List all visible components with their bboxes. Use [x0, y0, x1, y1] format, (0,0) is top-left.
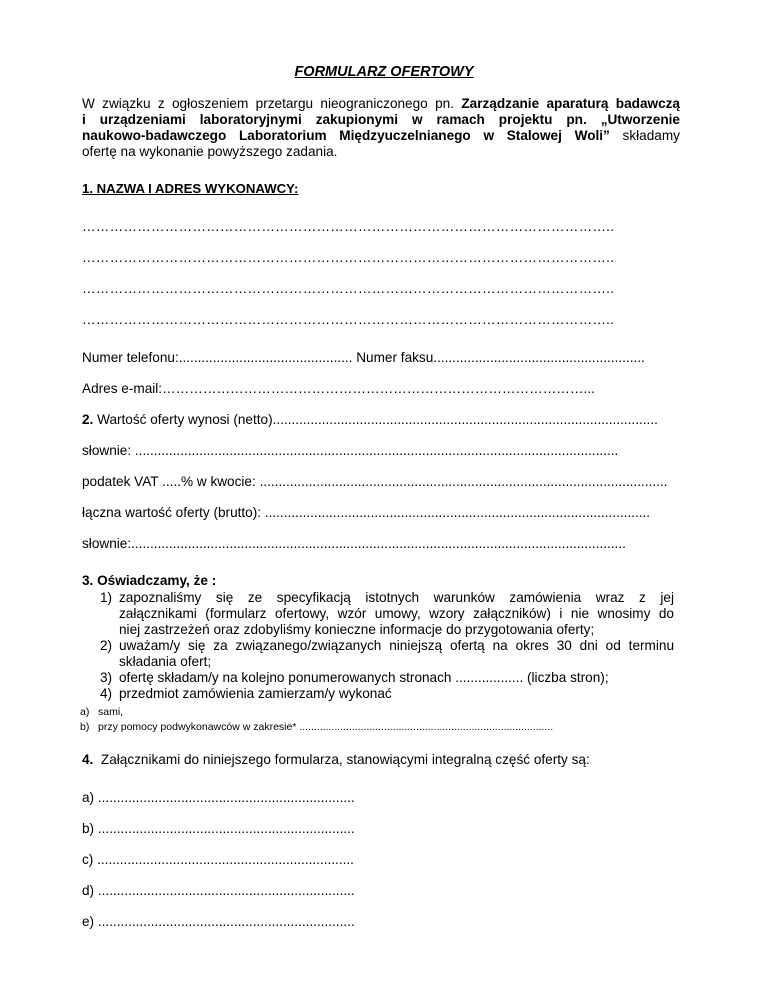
- gross-words-field[interactable]: ...................................................................................................................................: [131, 536, 626, 551]
- declaration-line: przedmiot zamówienia zamierzam/y wykonać: [119, 686, 392, 701]
- fax-label: Numer faksu: [356, 350, 434, 365]
- intro-project-name: naukowo-badawczego Laboratorium Międzyuczelnianego w Stalowej Woli”: [82, 128, 610, 143]
- net-value-row: [82, 412, 674, 427]
- attachment-letter: b): [82, 821, 98, 836]
- attachment-field[interactable]: ....................................................................: [97, 914, 355, 929]
- contractor-address-line[interactable]: ……………………………………………………………………………………………………..: [82, 312, 615, 327]
- attachment-letter: a): [82, 790, 98, 805]
- contractor-address-line[interactable]: ……………………………………………………………………………………………………..: [82, 281, 615, 296]
- declaration-text: [119, 670, 674, 686]
- attachment-row: [82, 790, 355, 805]
- section4-text: Załącznikami do niniejszego formularza, stanowiącymi integralną część oferty są:: [93, 752, 590, 767]
- intro-text: składamy: [609, 128, 680, 143]
- contractor-name-line[interactable]: ……………………………………………………………………………………………………..: [82, 250, 615, 265]
- declaration-text: [119, 686, 674, 702]
- declaration-line: zapoznaliśmy się ze specyfikacją istotnych warunków zamówienia wraz z jej: [119, 590, 674, 605]
- fax-field[interactable]: ........................................................: [433, 350, 645, 365]
- net-words-field[interactable]: ................................................................................................................................: [134, 443, 619, 458]
- subcontracting-option-self: [80, 704, 123, 720]
- intro-line: [82, 96, 680, 112]
- subcontracting-option-subcontractors: [80, 719, 553, 735]
- email-field[interactable]: …………………………………………………………………………………...: [162, 381, 595, 396]
- phone-label: Numer telefonu:: [82, 350, 179, 365]
- declaration-line: uważam/y się za związanego/związanych niniejszą ofertą na okres 30 dni od terminu: [119, 638, 674, 653]
- intro-line: [82, 112, 680, 128]
- declaration-line: niej zastrzeżeń oraz zdobyliśmy konieczne informacje do przygotowania oferty;: [119, 622, 595, 637]
- intro-line: [82, 144, 680, 160]
- attachment-field[interactable]: ....................................................................: [97, 883, 355, 898]
- declaration-line: ofertę składam/y na kolejno ponumerowanych stronach .................. (liczba stron);: [119, 670, 609, 685]
- attachment-letter: d): [82, 883, 98, 898]
- net-words-label: słownie:: [82, 443, 135, 458]
- gross-value-row: [82, 505, 674, 520]
- section4-heading: [82, 752, 590, 767]
- vat-label: podatek VAT .....% w kwocie:: [82, 474, 260, 489]
- declaration-line: składania ofert;: [119, 654, 212, 669]
- gross-value-label: łączna wartość oferty (brutto):: [82, 505, 265, 520]
- intro-text: ofertę na wykonanie powyższego zadania.: [82, 144, 338, 159]
- declaration-number: 1): [100, 590, 113, 605]
- attachment-field[interactable]: ....................................................................: [97, 821, 355, 836]
- vat-field[interactable]: ............................................................................................................: [259, 474, 668, 489]
- declaration-number: 2): [100, 638, 113, 653]
- email-row: [82, 381, 674, 396]
- attachment-row: [82, 914, 355, 929]
- section2-number: 2.: [82, 412, 94, 427]
- option-text: sami,: [98, 706, 124, 718]
- gross-words-label: słownie:: [82, 536, 132, 551]
- intro-line: [82, 128, 680, 144]
- net-words-row: [82, 443, 674, 458]
- option-letter: b): [80, 721, 90, 733]
- net-value-field[interactable]: ......................................................................................................: [272, 412, 658, 427]
- attachment-row: [82, 852, 354, 867]
- vat-row: [82, 474, 674, 489]
- attachment-letter: c): [82, 852, 98, 867]
- section1-heading: 1. NAZWA I ADRES WYKONAWCY:: [82, 181, 299, 196]
- option-text[interactable]: przy pomocy podwykonawców w zakresie* .......................................................................................: [98, 721, 554, 733]
- attachment-row: [82, 821, 355, 836]
- email-label: Adres e-mail:: [82, 381, 163, 396]
- net-value-label: Wartość oferty wynosi (netto): [93, 412, 273, 427]
- declaration-number: 3): [100, 670, 113, 685]
- declaration-line: załącznikami (formularz ofertowy, wzór umowy, wzory załączników) i nie wnosimy do: [119, 606, 674, 621]
- option-letter: a): [80, 706, 90, 718]
- declaration-number: 4): [100, 686, 113, 701]
- section3-heading: 3. Oświadczamy, że :: [82, 573, 217, 588]
- attachment-field[interactable]: ....................................................................: [97, 790, 355, 805]
- intro-text: W związku z ogłoszeniem przetargu nieograniczonego pn.: [82, 96, 462, 111]
- intro-paragraph: [82, 96, 680, 160]
- attachment-field[interactable]: ....................................................................: [97, 852, 354, 867]
- declaration-text: [119, 590, 674, 638]
- attachment-row: [82, 883, 355, 898]
- phone-fax-row: [82, 350, 674, 365]
- section4-number: 4.: [82, 752, 94, 767]
- page-title: FORMULARZ OFERTOWY: [294, 64, 474, 80]
- intro-project-name: Zarządzanie aparaturą badawczą: [461, 96, 680, 111]
- contractor-name-line[interactable]: ……………………………………………………………………………………………………..: [82, 219, 615, 234]
- intro-project-name: i urządzeniami laboratoryjnymi zakupionymi w ramach projektu pn. „Utworzenie: [82, 112, 680, 127]
- declaration-text: [119, 638, 674, 670]
- gross-words-row: [82, 536, 674, 551]
- gross-value-field[interactable]: ......................................................................................................: [264, 505, 651, 520]
- attachment-letter: e): [82, 914, 98, 929]
- phone-field[interactable]: ..............................................: [178, 350, 353, 365]
